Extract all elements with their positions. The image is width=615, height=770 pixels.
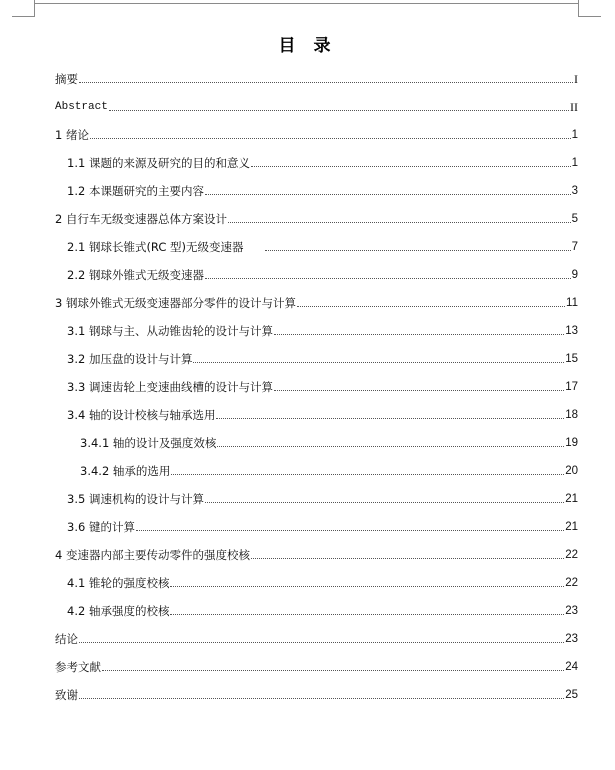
- toc-entry-page-number: II: [570, 100, 578, 114]
- toc-entry-page-number: 18: [565, 409, 578, 421]
- toc-entry-page-number: 22: [565, 577, 578, 589]
- toc-entry-page-number: 25: [565, 689, 578, 701]
- toc-entry-page-number: 23: [565, 633, 578, 645]
- toc-entry-page-number: I: [574, 72, 578, 86]
- dot-leader: [274, 334, 564, 335]
- toc-entry-title: 致谢: [55, 688, 78, 702]
- toc-entry-title: 3.3 调速齿轮上变速曲线槽的设计与计算: [67, 380, 273, 394]
- toc-entry-page-number: 11: [566, 297, 578, 309]
- toc-entry-page-number: 23: [565, 605, 578, 617]
- toc-entry-title: 4.1 锥轮的强度校核: [67, 576, 170, 590]
- toc-entry-page-number: 1: [571, 129, 578, 141]
- dot-leader: [297, 306, 565, 307]
- toc-entry-title: 3 钢球外锥式无级变速器部分零件的设计与计算: [55, 296, 296, 310]
- toc-entry-title: 3.1 钢球与主、从动锥齿轮的设计与计算: [67, 324, 273, 338]
- toc-entry-title: 摘要: [55, 72, 78, 86]
- right-corner-mark-horizontal: [578, 16, 601, 17]
- toc-entry[interactable]: [67, 570, 578, 590]
- toc-entry[interactable]: [67, 402, 578, 422]
- dot-leader: [265, 250, 571, 251]
- toc-entry[interactable]: [55, 122, 578, 142]
- toc-entry[interactable]: [67, 514, 578, 534]
- toc-entry-title: 2.1 钢球长锥式(RC 型)无级变速器: [67, 240, 244, 254]
- toc-entry-page-number: 7: [571, 241, 578, 253]
- toc-entry-title: 1.2 本课题研究的主要内容: [67, 184, 204, 198]
- toc-entry[interactable]: [55, 290, 578, 310]
- dot-leader: [90, 138, 571, 139]
- toc-entry-title: 1 绪论: [55, 128, 89, 142]
- dot-leader: [216, 418, 564, 419]
- toc-entry-page-number: 20: [565, 465, 578, 477]
- toc-entry[interactable]: [80, 458, 578, 478]
- dot-leader: [217, 446, 564, 447]
- dot-leader: [136, 530, 564, 531]
- toc-entry-title: 1.1 课题的来源及研究的目的和意义: [67, 156, 250, 170]
- dot-leader: [205, 194, 571, 195]
- toc-entry[interactable]: [67, 178, 578, 198]
- dot-leader: [274, 390, 564, 391]
- toc-entry-title: 3.5 调速机构的设计与计算: [67, 492, 204, 506]
- toc-entry-page-number: 15: [565, 353, 578, 365]
- toc-entry-page-number: 19: [565, 437, 578, 449]
- toc-entry-page-number: 22: [565, 549, 578, 561]
- toc-entry-title: 3.4 轴的设计校核与轴承选用: [67, 408, 216, 422]
- toc-entry[interactable]: [67, 150, 578, 170]
- toc-entry-title: 结论: [55, 632, 78, 646]
- toc-entry-page-number: 9: [571, 269, 578, 281]
- toc-entry-page-number: 21: [565, 493, 578, 505]
- toc-entry-page-number: 5: [571, 213, 578, 225]
- dot-leader: [79, 698, 564, 699]
- toc-entry[interactable]: [55, 206, 578, 226]
- dot-leader: [171, 474, 564, 475]
- dot-leader: [79, 642, 564, 643]
- toc-entry-title: 参考文献: [55, 660, 101, 674]
- toc-entry-page-number: 3: [571, 185, 578, 197]
- dot-leader: [170, 614, 564, 615]
- toc-entry-page-number: 17: [565, 381, 578, 393]
- toc-entry[interactable]: [67, 346, 578, 366]
- dot-leader: [205, 502, 564, 503]
- toc-entry[interactable]: [55, 654, 578, 674]
- toc-entry[interactable]: [55, 94, 578, 114]
- page-title: 目 录: [278, 36, 337, 56]
- toc-entry[interactable]: [67, 374, 578, 394]
- toc-entry[interactable]: [55, 626, 578, 646]
- toc-entry-title: Abstract: [55, 101, 108, 113]
- toc-entry-title: 2 自行车无级变速器总体方案设计: [55, 212, 227, 226]
- toc-entry-title: 3.4.2 轴承的选用: [80, 464, 171, 478]
- toc-entry[interactable]: [67, 486, 578, 506]
- top-margin-line: [34, 3, 579, 4]
- toc-entry[interactable]: [55, 66, 578, 86]
- dot-leader: [170, 586, 564, 587]
- toc-entry-title: 3.4.1 轴的设计及强度效核: [80, 436, 217, 450]
- toc-entry[interactable]: [55, 542, 578, 562]
- toc-entry-page-number: 24: [565, 661, 578, 673]
- dot-leader: [251, 166, 571, 167]
- toc-entry[interactable]: [80, 430, 578, 450]
- toc-entry-page-number: 1: [571, 157, 578, 169]
- toc-entry[interactable]: [67, 598, 578, 618]
- toc-entry-title: 2.2 钢球外锥式无级变速器: [67, 268, 204, 282]
- left-corner-mark-horizontal: [12, 16, 35, 17]
- toc-entry[interactable]: [67, 318, 578, 338]
- toc-entry-title: 4 变速器内部主要传动零件的强度校核: [55, 548, 250, 562]
- dot-leader: [251, 558, 564, 559]
- toc-entry[interactable]: [55, 682, 578, 702]
- toc-entry-page-number: 13: [565, 325, 578, 337]
- dot-leader: [205, 278, 571, 279]
- left-corner-mark-vertical: [34, 0, 35, 17]
- dot-leader: [228, 222, 571, 223]
- toc-entry-title: 4.2 轴承强度的校核: [67, 604, 170, 618]
- toc-entry-page-number: 21: [565, 521, 578, 533]
- dot-leader: [109, 110, 569, 111]
- toc-entry[interactable]: [67, 262, 578, 282]
- toc-entry[interactable]: [67, 234, 578, 254]
- right-corner-mark-vertical: [578, 0, 579, 17]
- toc-entry-title: 3.2 加压盘的设计与计算: [67, 352, 193, 366]
- dot-leader: [102, 670, 564, 671]
- toc-entry-title: 3.6 键的计算: [67, 520, 135, 534]
- dot-leader: [79, 82, 573, 83]
- dot-leader: [193, 362, 564, 363]
